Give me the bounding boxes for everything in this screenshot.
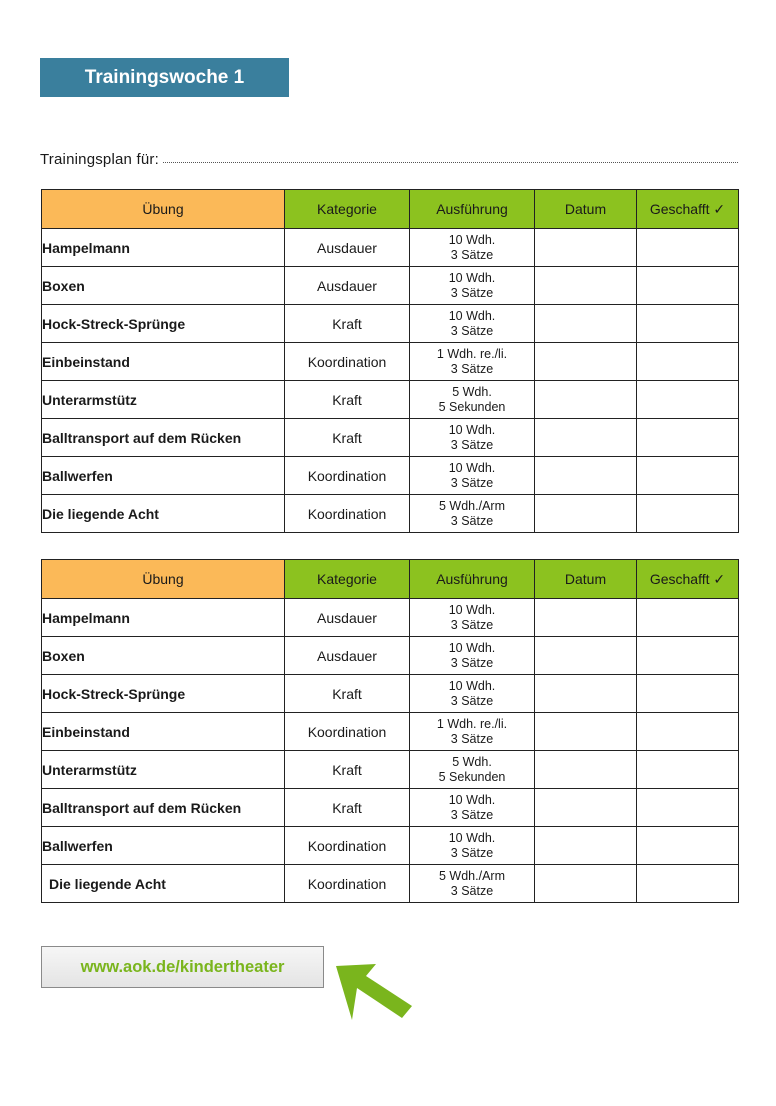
exercise-name: Die liegende Acht xyxy=(42,865,285,903)
execution-sets: 3 Sätze xyxy=(450,807,494,822)
exercise-name: Einbeinstand xyxy=(42,713,285,751)
date-cell[interactable] xyxy=(535,305,637,343)
exercise-category: Koordination xyxy=(285,457,410,495)
date-cell[interactable] xyxy=(535,789,637,827)
done-cell[interactable] xyxy=(637,713,739,751)
execution-reps: 10 Wdh. xyxy=(448,602,496,617)
date-cell[interactable] xyxy=(535,751,637,789)
exercise-name: Boxen xyxy=(42,267,285,305)
execution-reps: 10 Wdh. xyxy=(448,792,496,807)
table-row xyxy=(42,675,739,713)
table-row xyxy=(42,827,739,865)
header-uebung: Übung xyxy=(42,560,285,599)
exercise-execution xyxy=(410,495,535,533)
execution-reps: 10 Wdh. xyxy=(448,460,496,475)
table-header-row xyxy=(42,560,739,599)
execution-sets: 3 Sätze xyxy=(450,513,494,528)
exercise-name: Einbeinstand xyxy=(42,343,285,381)
exercise-category: Ausdauer xyxy=(285,267,410,305)
header-kategorie: Kategorie xyxy=(285,560,410,599)
date-cell[interactable] xyxy=(535,457,637,495)
exercise-name: Hock-Streck-Sprünge xyxy=(42,675,285,713)
website-link-button[interactable]: www.aok.de/kindertheater xyxy=(41,946,324,988)
exercise-category: Ausdauer xyxy=(285,599,410,637)
done-cell[interactable] xyxy=(637,381,739,419)
date-cell[interactable] xyxy=(535,637,637,675)
header-geschafft: Geschafft ✓ xyxy=(637,560,739,599)
exercise-execution xyxy=(410,827,535,865)
exercise-category: Ausdauer xyxy=(285,637,410,675)
done-cell[interactable] xyxy=(637,457,739,495)
execution-sets: 3 Sätze xyxy=(450,883,494,898)
exercise-category: Kraft xyxy=(285,675,410,713)
exercise-name: Hampelmann xyxy=(42,229,285,267)
training-table-2 xyxy=(41,559,739,903)
execution-reps: 10 Wdh. xyxy=(448,232,496,247)
exercise-execution xyxy=(410,675,535,713)
table-row xyxy=(42,751,739,789)
exercise-name: Unterarmstütz xyxy=(42,751,285,789)
done-cell[interactable] xyxy=(637,637,739,675)
exercise-category: Kraft xyxy=(285,305,410,343)
exercise-execution xyxy=(410,751,535,789)
arrow-pointing-up-left-icon xyxy=(332,958,422,1028)
execution-sets: 3 Sätze xyxy=(450,617,494,632)
done-cell[interactable] xyxy=(637,343,739,381)
execution-reps: 10 Wdh. xyxy=(448,640,496,655)
exercise-category: Koordination xyxy=(285,713,410,751)
done-cell[interactable] xyxy=(637,229,739,267)
done-cell[interactable] xyxy=(637,789,739,827)
table-row xyxy=(42,229,739,267)
exercise-execution xyxy=(410,637,535,675)
date-cell[interactable] xyxy=(535,675,637,713)
date-cell[interactable] xyxy=(535,495,637,533)
date-cell[interactable] xyxy=(535,865,637,903)
date-cell[interactable] xyxy=(535,343,637,381)
execution-reps: 5 Wdh. xyxy=(452,384,492,399)
exercise-category: Kraft xyxy=(285,419,410,457)
execution-reps: 5 Wdh. xyxy=(452,754,492,769)
table-row xyxy=(42,495,739,533)
execution-sets: 3 Sätze xyxy=(450,247,494,262)
exercise-name: Unterarmstütz xyxy=(42,381,285,419)
table-row xyxy=(42,381,739,419)
exercise-category: Koordination xyxy=(285,827,410,865)
table-header-row xyxy=(42,190,739,229)
table-row xyxy=(42,599,739,637)
exercise-execution xyxy=(410,865,535,903)
exercise-name: Ballwerfen xyxy=(42,827,285,865)
execution-reps: 10 Wdh. xyxy=(448,270,496,285)
exercise-execution xyxy=(410,599,535,637)
execution-sets: 3 Sätze xyxy=(450,285,494,300)
date-cell[interactable] xyxy=(535,599,637,637)
exercise-execution xyxy=(410,713,535,751)
execution-reps: 1 Wdh. re./li. xyxy=(436,716,508,731)
exercise-category: Koordination xyxy=(285,343,410,381)
table-row xyxy=(42,789,739,827)
exercise-name: Hock-Streck-Sprünge xyxy=(42,305,285,343)
header-ausfuehrung: Ausführung xyxy=(410,190,535,229)
execution-sets: 3 Sätze xyxy=(450,845,494,860)
execution-sets: 3 Sätze xyxy=(450,437,494,452)
execution-reps: 5 Wdh./Arm xyxy=(439,498,505,513)
exercise-category: Kraft xyxy=(285,381,410,419)
date-cell[interactable] xyxy=(535,713,637,751)
exercise-execution xyxy=(410,305,535,343)
header-geschafft: Geschafft ✓ xyxy=(637,190,739,229)
execution-reps: 10 Wdh. xyxy=(448,678,496,693)
plan-owner-line xyxy=(40,146,738,168)
done-cell[interactable] xyxy=(637,675,739,713)
execution-sets: 5 Sekunden xyxy=(438,399,506,414)
exercise-name: Balltransport auf dem Rücken xyxy=(42,419,285,457)
execution-sets: 5 Sekunden xyxy=(438,769,506,784)
exercise-execution xyxy=(410,419,535,457)
execution-sets: 3 Sätze xyxy=(450,693,494,708)
table-row xyxy=(42,637,739,675)
header-ausfuehrung: Ausführung xyxy=(410,560,535,599)
exercise-name: Balltransport auf dem Rücken xyxy=(42,789,285,827)
header-datum: Datum xyxy=(535,560,637,599)
execution-reps: 1 Wdh. re./li. xyxy=(436,346,508,361)
training-table-1 xyxy=(41,189,739,533)
done-cell[interactable] xyxy=(637,267,739,305)
done-cell[interactable] xyxy=(637,305,739,343)
done-cell[interactable] xyxy=(637,865,739,903)
plan-owner-fill-line[interactable] xyxy=(163,161,738,163)
header-kategorie: Kategorie xyxy=(285,190,410,229)
exercise-execution xyxy=(410,457,535,495)
table-row xyxy=(42,865,739,903)
execution-reps: 10 Wdh. xyxy=(448,308,496,323)
exercise-name: Hampelmann xyxy=(42,599,285,637)
execution-reps: 5 Wdh./Arm xyxy=(439,868,505,883)
exercise-category: Koordination xyxy=(285,865,410,903)
exercise-name: Die liegende Acht xyxy=(42,495,285,533)
table-row xyxy=(42,267,739,305)
table-row xyxy=(42,713,739,751)
execution-reps: 10 Wdh. xyxy=(448,830,496,845)
execution-sets: 3 Sätze xyxy=(450,475,494,490)
exercise-category: Kraft xyxy=(285,789,410,827)
date-cell[interactable] xyxy=(535,419,637,457)
table-row xyxy=(42,457,739,495)
done-cell[interactable] xyxy=(637,827,739,865)
exercise-execution xyxy=(410,343,535,381)
table-row xyxy=(42,305,739,343)
done-cell[interactable] xyxy=(637,751,739,789)
execution-reps: 10 Wdh. xyxy=(448,422,496,437)
plan-owner-label: Trainingsplan für: xyxy=(40,151,159,168)
table-row xyxy=(42,419,739,457)
exercise-execution xyxy=(410,229,535,267)
date-cell[interactable] xyxy=(535,827,637,865)
date-cell[interactable] xyxy=(535,229,637,267)
header-datum: Datum xyxy=(535,190,637,229)
exercise-name: Ballwerfen xyxy=(42,457,285,495)
exercise-category: Kraft xyxy=(285,751,410,789)
execution-sets: 3 Sätze xyxy=(450,361,494,376)
execution-sets: 3 Sätze xyxy=(450,323,494,338)
exercise-execution xyxy=(410,789,535,827)
exercise-category: Koordination xyxy=(285,495,410,533)
done-cell[interactable] xyxy=(637,495,739,533)
done-cell[interactable] xyxy=(637,419,739,457)
table-row xyxy=(42,343,739,381)
execution-sets: 3 Sätze xyxy=(450,731,494,746)
page-title: Trainingswoche 1 xyxy=(40,58,289,97)
exercise-category: Ausdauer xyxy=(285,229,410,267)
done-cell[interactable] xyxy=(637,599,739,637)
exercise-execution xyxy=(410,267,535,305)
date-cell[interactable] xyxy=(535,267,637,305)
date-cell[interactable] xyxy=(535,381,637,419)
header-uebung: Übung xyxy=(42,190,285,229)
exercise-name: Boxen xyxy=(42,637,285,675)
execution-sets: 3 Sätze xyxy=(450,655,494,670)
exercise-execution xyxy=(410,381,535,419)
